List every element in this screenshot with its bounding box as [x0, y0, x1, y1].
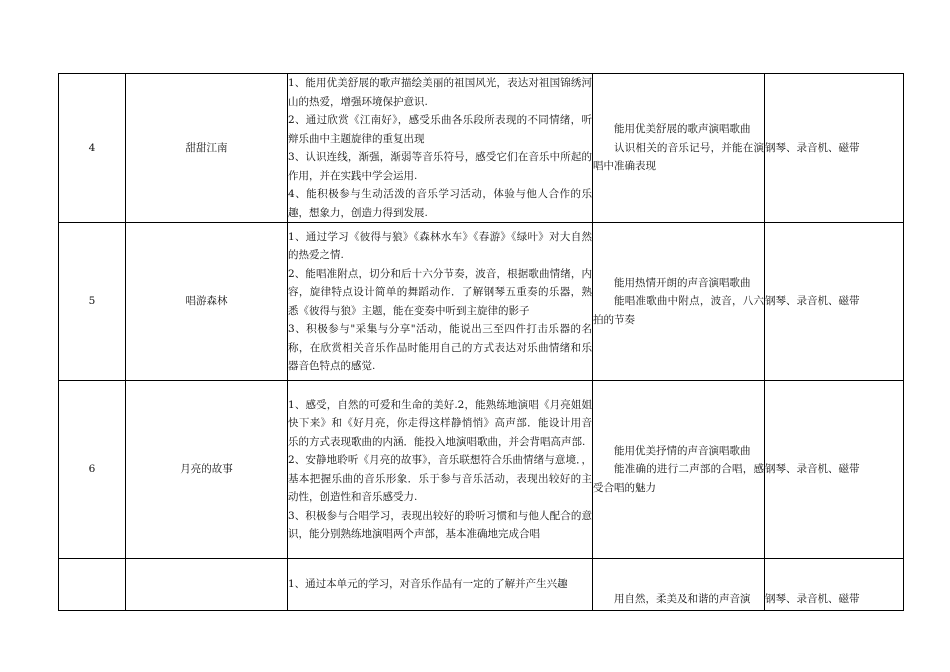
goal-item: 能准确的进行二声部的合唱，感受合唱的魅力	[593, 463, 764, 494]
table-row	[59, 74, 904, 223]
lesson-content	[288, 223, 593, 381]
content-item: 3、认识连线，渐强，渐弱等音乐符号，感受它们在音乐中所起的作用，并在实践中学会运用.	[288, 151, 592, 182]
lesson-number: 4	[59, 74, 126, 223]
lesson-content	[288, 74, 593, 223]
lesson-plan-table	[58, 73, 904, 611]
lesson-number	[59, 559, 126, 611]
lesson-tools: 钢琴、录音机、磁带	[765, 381, 904, 559]
goal-item: 能用优美抒情的声音演唱歌曲	[614, 444, 751, 457]
lesson-content	[288, 559, 593, 611]
lesson-tools: 钢琴、录音机、磁带	[765, 559, 904, 611]
lesson-content	[288, 381, 593, 559]
lesson-goals	[593, 381, 765, 559]
content-item: 4、能积极参与生动活泼的音乐学习活动，体验与他人合作的乐趣，想象力，创造力得到发展.	[288, 188, 592, 219]
content-item: 1、能用优美舒展的歌声描绘美丽的祖国风光，表达对祖国锦绣河山的热爱，增强环境保护意识.	[288, 77, 592, 108]
lesson-title: 月亮的故事	[126, 381, 288, 559]
content-item: 1、感受，自然的可爱和生命的美好.2，能熟练地演唱《月亮姐姐快下来》和《好月亮，你走得这样静悄悄》高声部．能设计用音乐的方式表现歌曲的内涵．能投入地演唱歌曲，并会背唱高声部.	[288, 398, 592, 448]
lesson-tools: 钢琴、录音机、磁带	[765, 74, 904, 223]
goal-item: 用自然，柔美及和谐的声音演	[614, 592, 751, 605]
goal-item: 认识相关的音乐记号，并能在演唱中准确表现	[593, 141, 764, 173]
lesson-title	[126, 559, 288, 611]
content-item: 2、通过欣赏《江南好》，感受乐曲各乐段所表现的不同情绪，听辩乐曲中主题旋律的重复出现	[288, 114, 592, 145]
lesson-goals	[593, 74, 765, 223]
goal-item: 能用优美舒展的歌声演唱歌曲	[614, 123, 751, 136]
table-row	[59, 223, 904, 381]
lesson-goals	[593, 223, 765, 381]
table-row	[59, 381, 904, 559]
lesson-title: 唱游森林	[126, 223, 288, 381]
lesson-title: 甜甜江南	[126, 74, 288, 223]
goal-item: 能唱准歌曲中附点，波音，八六拍的节奏	[593, 295, 764, 326]
content-item: 3、积极参与合唱学习，表现出较好的聆听习惯和与他人配合的意识，能分别熟练地演唱两个声部，基本准确地完成合唱	[288, 509, 592, 540]
lesson-number: 6	[59, 381, 126, 559]
table-row	[59, 559, 904, 611]
lesson-tools: 钢琴、录音机、磁带	[765, 223, 904, 381]
content-item: 1、通过学习《彼得与狼》《森林水车》《春游》《绿叶》对大自然的热爱之情.	[288, 230, 592, 261]
content-item: 2、能唱准附点，切分和后十六分节奏，波音，根据歌曲情绪，内容，旋律特点设计简单的舞蹈动作．了解钢琴五重奏的乐器，熟悉《彼得与狼》主题，能在变奏中听到主旋律的影子	[288, 267, 592, 317]
goal-item: 能用热情开朗的声音演唱歌曲	[614, 276, 751, 289]
content-item: 2、安静地聆听《月亮的故事》，音乐联想符合乐曲情绪与意境．，基本把握乐曲的音乐形象．乐于参与音乐活动，表现出较好的主动性，创造性和音乐感受力.	[288, 454, 592, 503]
lesson-number: 5	[59, 223, 126, 381]
content-item: 1、通过本单元的学习，对音乐作品有一定的了解并产生兴趣	[288, 578, 568, 591]
lesson-goals	[593, 559, 765, 611]
content-item: 3、积极参与"采集与分享"活动，能说出三至四件打击乐器的名称，在欣赏相关音乐作品时能用自己的方式表达对乐曲情绪和乐器音色特点的感觉.	[288, 323, 592, 372]
